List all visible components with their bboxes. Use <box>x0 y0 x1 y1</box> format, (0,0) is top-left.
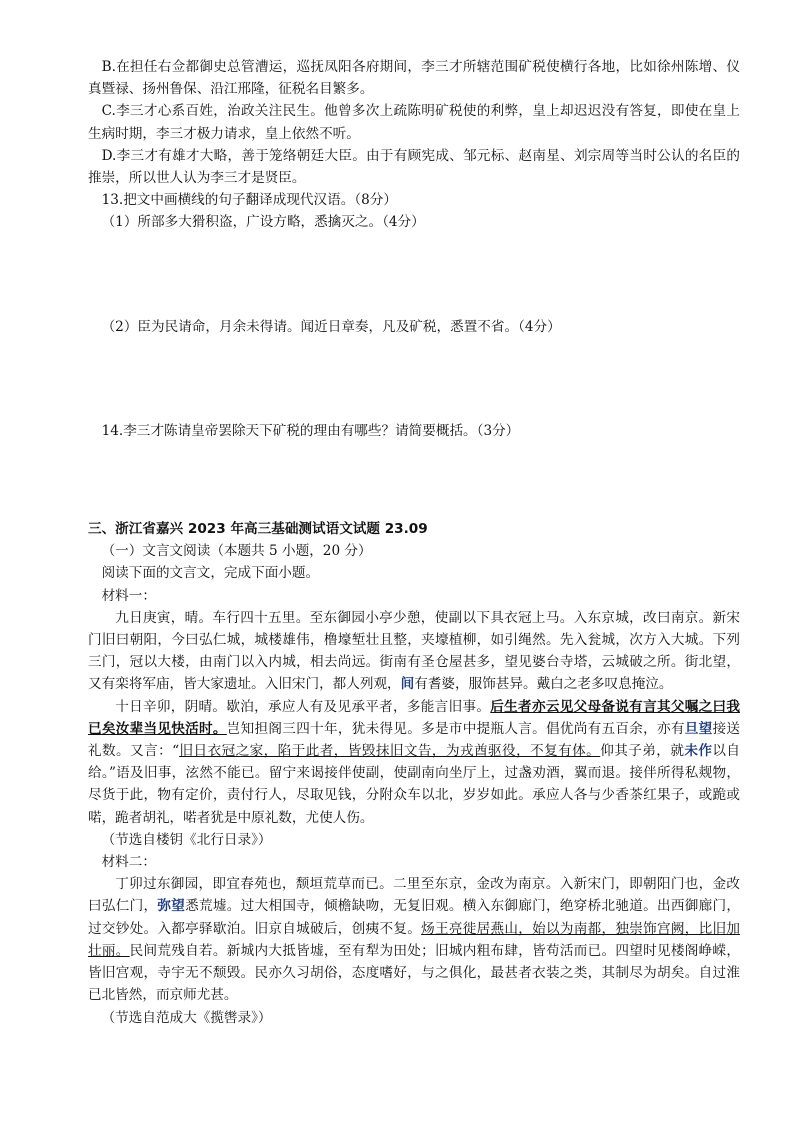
subsection-title: （一）文言文阅读（本题共 5 小题，20 分） <box>101 543 372 560</box>
bold-underlined-sentence: 后生者亦云见父母备说有言其父嘱之曰我已矣汝辈当见快活时。 <box>88 698 741 737</box>
material-1-paragraph-2: 十日辛卯，阴晴。歇泊，承应人有及见承平者，多能言旧事。后生者亦云见父母备说有言其父嘱之曰我已矣汝辈当见快活时。岂知担阁三四十年，犹未得见。多是市中提瓶人言。倡优尚有五百余，亦有旦望接送礼数。又言：“旧日衣冠之家，陷于此者，皆毁抹旧文告，为戎酋驱役，不复有体。仰其子弟，就未作以自给。”语及旧事，泫然不能已。留宁来谒接伴使副，使副南向坐厅上，过盏劝酒，翼而退。接伴所得私觌物，尽货于此，物有定价，责付行人，尽取见钱，分附众车以北，岁岁如此。承应人各与少香茶红果子，或跪或喏，跪者胡礼，喏者犹是中原礼数，尤使人伤。 <box>88 698 741 826</box>
question-13-2: （2）臣为民请命，月余未得请。闻近日章奏，凡及矿税，悉置不省。（4分） <box>101 318 561 335</box>
answer-space <box>88 442 740 518</box>
option-b: B.在担任右佥都御史总管漕运，巡抚凤阳各府期间，李三才所辖范围矿税使横行各地，比如徐州陈增、仪真暨禄、扬州鲁保、沿江邢隆，征税名目繁多。 <box>88 59 740 98</box>
section-title: 三、浙江省嘉兴 2023 年高三基础测试语文试题 23.09 <box>88 521 428 538</box>
question-13: 13.把文中画横线的句子翻译成现代汉语。（8分） <box>101 192 397 209</box>
question-13-1: （1）所部多大猾积盗，广设方略，悉擒灭之。（4分） <box>101 214 425 231</box>
question-14: 14.李三才陈请皇帝罢除天下矿税的理由有哪些？请简要概括。（3分） <box>101 422 520 439</box>
material-2-paragraph: 丁卯过东御园，即宜春苑也，颓垣荒草而已。二里至东京，金改为南京。入新宋门，即朝阳门也，金改曰弘仁门，弥望悉荒墟。过大相国寺，倾檐缺吻，无复旧观。横入东御廊门，绝穿桥北驰道。出西御廊门，过交钞处。入都亭驿歇泊。旧京自城破后，创痍不复。炀王亮徙居燕山，始以为南都，独崇饰宫阙，比旧加壮丽。民间荒残自若。新城内大抵皆墟，至有犁为田处；旧城内粗布肆，皆苟活而已。四望时见楼阁峥嵘，皆旧宫观，寺宇无不颓毁。民亦久习胡俗，态度嗜好，与之俱化，最甚者衣装之类，其制尽为胡矣。自过淮已北皆然，而京师尤甚。 <box>88 876 741 1004</box>
material-1-source: （节选自楼钥《北行日录》） <box>101 831 272 848</box>
answer-space <box>88 338 740 420</box>
material-2-label: 材料二： <box>101 854 156 871</box>
exam-page <box>88 56 740 1029</box>
underlined-sentence: 旧日衣冠之家，陷于此者，皆毁抹旧文告，为戎酋驱役，不复有体。 <box>179 743 601 760</box>
option-c: C.李三才心系百姓，治政关注民生。他曾多次上疏陈明矿税使的利弊，皇上却迟迟没有答复，即使在皇上生病时期，李三才极力请求，皇上依然不听。 <box>88 103 740 142</box>
material-1-paragraph-1: 九日庚寅，晴。车行四十五里。至东御园小亭少憩，使副以下具衣冠上马。入东京城，改曰南京。新宋门旧曰朝阳，今曰弘仁城，城楼雄伟，橹壕堑壮且整，夹壕植柳，如引绳然。先入瓮城，次方入大城。下列三门，冠以大楼，由南门以入内城，相去尚远。街南有圣仓屋甚多，望见婆台寺塔，云城破之所。街北望，又有栾将军庙，皆大家遗址。入旧宋门，都人列观，间有耆婆，服饰甚异。戴白之老多叹息掩泣。 <box>88 609 740 693</box>
material-2-source: （节选自范成大《揽辔录》） <box>101 1009 272 1026</box>
material-1-label: 材料一： <box>101 587 156 604</box>
answer-space <box>88 234 740 316</box>
underlined-sentence: 炀王亮徙居燕山，始以为南都，独崇饰宫阙，比旧加壮丽。 <box>88 920 741 959</box>
instructions: 阅读下面的文言文，完成下面小题。 <box>101 565 320 582</box>
option-d: D.李三才有雄才大略，善于笼络朝廷大臣。由于有顾宪成、邹元标、赵南星、刘宗周等当时公认的名臣的推崇，所以世人认为李三才是贤臣。 <box>88 147 740 187</box>
